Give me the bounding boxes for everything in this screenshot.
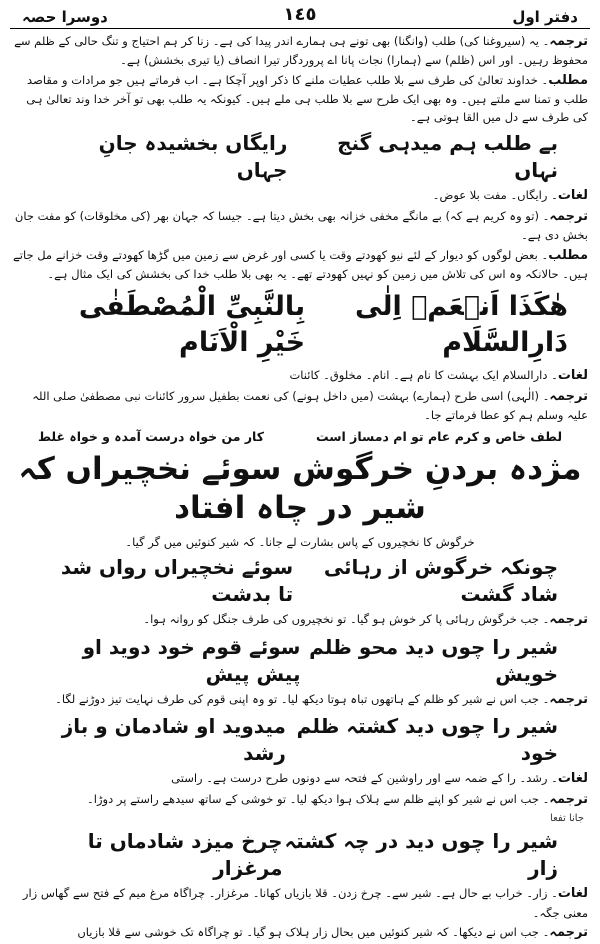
verse-hemistich-left: چرخ میزد شادماں تا مرغزار (87, 829, 283, 881)
meaning-text: ۔ خداوند تعالیٰ کی طرف سے بلا طلب عطیات ملنے کا ذکر اوپر آچکا ہے۔ اب فرماتے ہیں جو مرادات و مقاصد طلب و تمنا سے ملتے ہیں۔ وہ بھی ایک طرح سے بلا طلب ہی ملے ہیں۔ کیونکہ یہ طلب بھی تو آخر خدا وند تعالیٰ ہی کی طرف سے دل میں القا ہوتی ہے۔ (26, 72, 588, 124)
lughat-paragraph (12, 366, 588, 386)
hemistich-left: کار من خواہ درست آمدہ و خواہ غلط (38, 428, 265, 444)
translation-paragraph (12, 923, 588, 943)
lughat-label: لغات (557, 886, 588, 902)
margin-note: جانا تفعا (550, 812, 584, 824)
verse-hemistich-left: سوئے نخچیراں رواں شد تا بدشت (60, 555, 294, 607)
lughat-text: ۔ رایگاں۔ مفت بلا عوض۔ (432, 187, 558, 202)
lughat-text: ۔ زار۔ خراب بے حال ہے۔ شیر سے۔ چرخ زدن۔ قلا بازیاں کھانا۔ مرغزار۔ چراگاہ مرغ میم کے فتح سے گھاس زار معنی جگہ۔ (22, 886, 588, 920)
lughat-paragraph (12, 884, 588, 922)
page-number: ١٤٥ (283, 4, 317, 25)
translation-label: ترجمہ (549, 691, 588, 707)
translation-label: ترجمہ (549, 925, 588, 941)
volume-title: دفتر اول (512, 8, 578, 26)
verse-couplet (12, 552, 588, 610)
verse-hemistich-right: چونکہ خرگوش از رہائی شاد گشت (323, 555, 558, 607)
verse-couplet (12, 128, 588, 186)
persian-hemistich-pair (12, 427, 588, 446)
translation-text: ۔ (الٰہی) اسی طرح (ہمارے) بہشت (میں داخل ہونے) کی نعمت بطفیل سرور کائنات نبی مصطفیٰ صلی اللہ علیہ وسلم ہم کو عطا فرماتے جا۔ (32, 388, 588, 422)
lughat-paragraph (12, 186, 588, 206)
verse-hemistich-right: شیر را چوں دید در چہ کشتہ زار (284, 829, 558, 881)
section-caption: خرگوش کا نخچیروں کے پاس بشارت لے جانا۔ کہ شیر کنوئیں میں گر گیا۔ (125, 534, 475, 549)
translation-label: ترجمہ (549, 208, 588, 224)
translation-paragraph (12, 610, 588, 630)
verse-couplet (12, 711, 588, 769)
lughat-label: لغات (557, 770, 588, 786)
meaning-text: ۔ بعض لوگوں کو دیوار کے لئے نیو کھودتے وقت یا کسی اور غرض سے زمین میں گڑھا کھودتے وقت خزانے مل جاتے ہیں۔ حالانکہ وہ اس کی تلاش میں زمین کو نہیں کھودتے تھے۔ یہ بھی بلا طلب خدا کی بخشش کی ایک مثال ہے۔ (13, 247, 588, 281)
header-rule (10, 28, 590, 29)
lughat-text: ۔ رشد۔ را کے ضمہ سے اور راوشین کے فتحہ سے دونوں طرح درست ہے۔ راستی (171, 770, 558, 785)
lughat-paragraph (12, 769, 588, 789)
translation-text: ۔ جب خرگوش رہائی پا کر خوش ہو گیا۔ تو نخچیروں کی طرف جنگل کو روانہ ہوا۔ (143, 612, 550, 627)
translation-paragraph (12, 387, 588, 425)
translation-text: ۔ یہ (سیروغنا کی) طلب (وانگنا) بھی تونے ہی ہمارے اندر پیدا کی ہے۔ زنا کر ہم احتیاج و تنگ حالی کے ظلم سے محفوظ رہیں۔ اور اس (ظلم) سے (ہمارا) نجات پانا اے پروردگار تیرا انصاف (یا تیری بخشش) ہے۔ (14, 34, 588, 68)
translation-paragraph (12, 207, 588, 245)
translation-text: ۔ (تو وہ کریم ہے کہ) بے مانگے مخفی خزانہ بھی بخش دیتا ہے۔ جیسا کہ جہان بھر (کی مخلوقات) کو مفت جان بخش دی ہے۔ (14, 208, 588, 242)
verse-hemistich-left: سوئے قوم خود دوید او پیش پیش (82, 634, 301, 686)
verse-hemistich-right: شیر را چوں دید محو ظلم خویش (309, 634, 558, 686)
verse-hemistich-right: بے طلب ہم میدہی گنج نہاں (337, 130, 558, 182)
verse-hemistich-right: ھٰکَذَا اَنۡعَمۡ اِلٰی دَارِالسَّلَام (355, 290, 568, 359)
meaning-label: مطلب (548, 72, 588, 88)
verse-hemistich-right: شیر را چوں دید کشتہ ظلم خود (296, 713, 558, 765)
translation-text: ۔ جب اس نے دیکھا۔ کہ شیر کنوئیں میں بحال زار ہلاک ہو گیا۔ تو چراگاہ تک خوشی سے قلا بازیاں (77, 925, 550, 940)
hemistich-right: لطف خاص و کرم عام تو ام دمساز است (316, 428, 563, 444)
translation-paragraph (12, 690, 588, 710)
page-header (8, 4, 592, 26)
lughat-label: لغات (557, 187, 588, 203)
translation-label: ترجمہ (549, 612, 588, 628)
page-body (12, 32, 588, 941)
translation-label: ترجمہ (549, 388, 588, 404)
verse-hemistich-left: رایگاں بخشیدہ جانِ جہاں (98, 130, 288, 182)
part-title: دوسرا حصہ (22, 8, 108, 26)
meaning-paragraph (12, 71, 588, 127)
meaning-paragraph (12, 246, 588, 284)
translation-label: ترجمہ (549, 34, 588, 49)
section-heading: مژدہ بردنِ خرگوش سوئے نخچیراں کہ شیر در چاہ افتاد (18, 451, 582, 526)
translation-label: ترجمہ (549, 791, 588, 807)
translation-text: ۔ جب اس نے شیر کو اپنے ظلم سے ہلاک ہوا دیکھ لیا۔ تو خوشی کے ساتھ سیدھے راستے پر دوڑا۔ (87, 791, 550, 806)
lughat-label: لغات (557, 367, 588, 383)
verse-hemistich-left: بِالنَّبِیِّ الْمُصْطَفٰی خَیْرِ الْاَنَام (78, 290, 306, 359)
translation-text: ۔ جب اس نے شیر کو ظلم کے ہاتھوں تباہ ہوتا دیکھ لیا۔ تو وہ اپنی قوم کی طرف نہایت تیز دوڑنے لگا۔ (55, 691, 550, 706)
verse-couplet (12, 632, 588, 690)
lughat-text: ۔ دارالسلام ایک بہشت کا نام ہے۔ انام۔ مخلوق۔ کائنات (289, 367, 558, 382)
verse-couplet (12, 826, 588, 884)
translation-paragraph (12, 32, 588, 70)
translation-paragraph (12, 790, 588, 810)
verse-hemistich-left: میدوید او شادمان و باز رشد (61, 713, 286, 765)
meaning-label: مطلب (548, 247, 588, 263)
arabic-couplet (12, 285, 588, 366)
